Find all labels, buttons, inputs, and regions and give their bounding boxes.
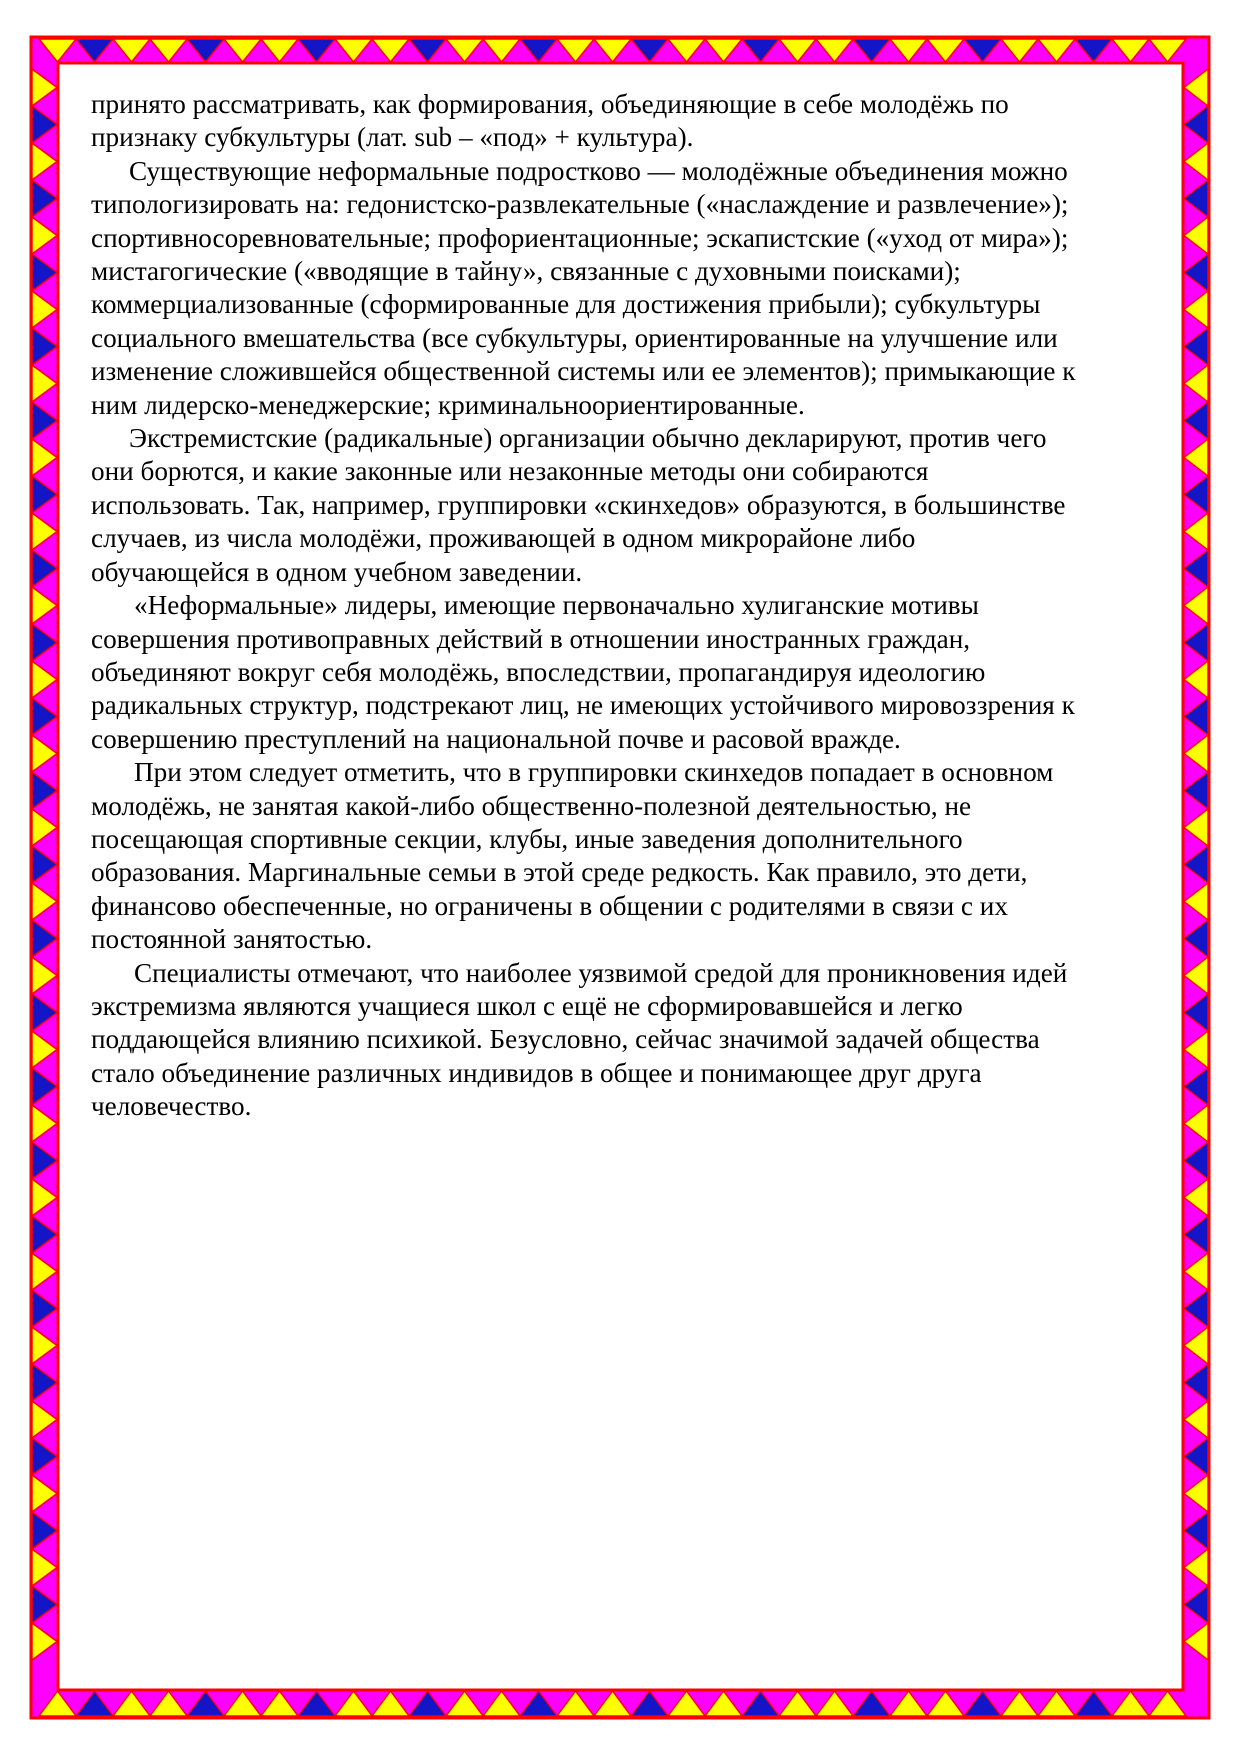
p5-line-2: поддающейся влиянию психикой. Безусловно, сейчас значимой задачей общества <box>91 1024 1040 1055</box>
p5-line-4: человечество. <box>91 1091 252 1122</box>
paragraph-5 <box>91 957 1161 1124</box>
p4-line-4: финансово обеспеченные, но ограничены в общении с родителями в связи с их <box>91 890 1008 921</box>
paragraph-1 <box>91 155 1161 422</box>
p2-line-1: они борются, и какие законные или незаконные методы они собираются <box>91 456 929 487</box>
paragraph-3 <box>91 589 1161 756</box>
p4-line-0: При этом следует отметить, что в группировки скинхедов попадает в основном <box>134 757 1054 788</box>
p1-line-7: ним лидерско-менеджерские; криминальноориентированные. <box>91 389 805 420</box>
p1-line-1: типологизировать на: гедонистско-развлекательные («наслаждение и развлечение»); <box>91 189 1069 220</box>
p1-line-2: спортивносоревновательные; профориентационные; эскапистские («уход от мира»); <box>91 222 1069 253</box>
p4-line-5: постоянной занятостью. <box>91 924 373 955</box>
p2-line-2: использовать. Так, например, группировки «скинхедов» образуются, в большинстве <box>91 489 1066 520</box>
p4-line-2: посещающая спортивные секции, клубы, иные заведения дополнительного <box>91 823 963 854</box>
p2-line-3: случаев, из числа молодёжи, проживающей в одном микрорайоне либо <box>91 523 916 554</box>
p2-line-0: Экстремистские (радикальные) организации обычно декларируют, против чего <box>129 423 1047 454</box>
p1-line-4: коммерциализованные (сформированные для достижения прибыли); субкультуры <box>91 289 1041 320</box>
p2-line-4: обучающейся в одном учебном заведении. <box>91 556 583 587</box>
p1-line-3: мистагогические («вводящие в тайну», связанные с духовными поисками); <box>91 256 961 287</box>
p0-line-0: принято рассматривать, как формирования, объединяющие в себе молодёжь по <box>91 89 1009 119</box>
p0-line-1: признаку субкультуры (лат. sub – «под» + культура). <box>91 122 694 153</box>
p3-line-3: радикальных структур, подстрекают лиц, не имеющих устойчивого мировоззрения к <box>91 690 1075 721</box>
paragraph-2 <box>91 422 1161 589</box>
p1-line-6: изменение сложившейся общественной системы или ее элементов); примыкающие к <box>91 356 1076 387</box>
p4-line-3: образования. Маргинальные семьи в этой среде редкость. Как правило, это дети, <box>91 857 1028 888</box>
p1-line-5: социального вмешательства (все субкультуры, ориентированные на улучшение или <box>91 322 1058 353</box>
paragraph-4 <box>91 756 1161 956</box>
p1-line-0: Существующие неформальные подростково — молодёжные объединения можно <box>129 155 1068 186</box>
p4-line-1: молодёжь, не занятая какой-либо общественно-полезной деятельностью, не <box>91 790 972 821</box>
p3-line-1: совершения противоправных действий в отношении иностранных граждан, <box>91 623 971 654</box>
p5-line-3: стало объединение различных индивидов в общее и понимающее друг друга <box>91 1057 982 1088</box>
p5-line-0: Специалисты отмечают, что наиболее уязвимой средой для проникновения идей <box>134 957 1068 988</box>
p3-line-4: совершению преступлений на национальной почве и расовой вражде. <box>91 723 901 754</box>
paragraph-0 <box>91 88 1161 155</box>
p3-line-2: объединяют вокруг себя молодёжь, впоследствии, пропагандируя идеологию <box>91 656 986 687</box>
p5-line-1: экстремизма являются учащиеся школ с ещё не сформировавшейся и легко <box>91 990 963 1021</box>
document-body <box>91 88 1161 1124</box>
p3-line-0: «Неформальные» лидеры, имеющие первоначально хулиганские мотивы <box>134 590 979 621</box>
